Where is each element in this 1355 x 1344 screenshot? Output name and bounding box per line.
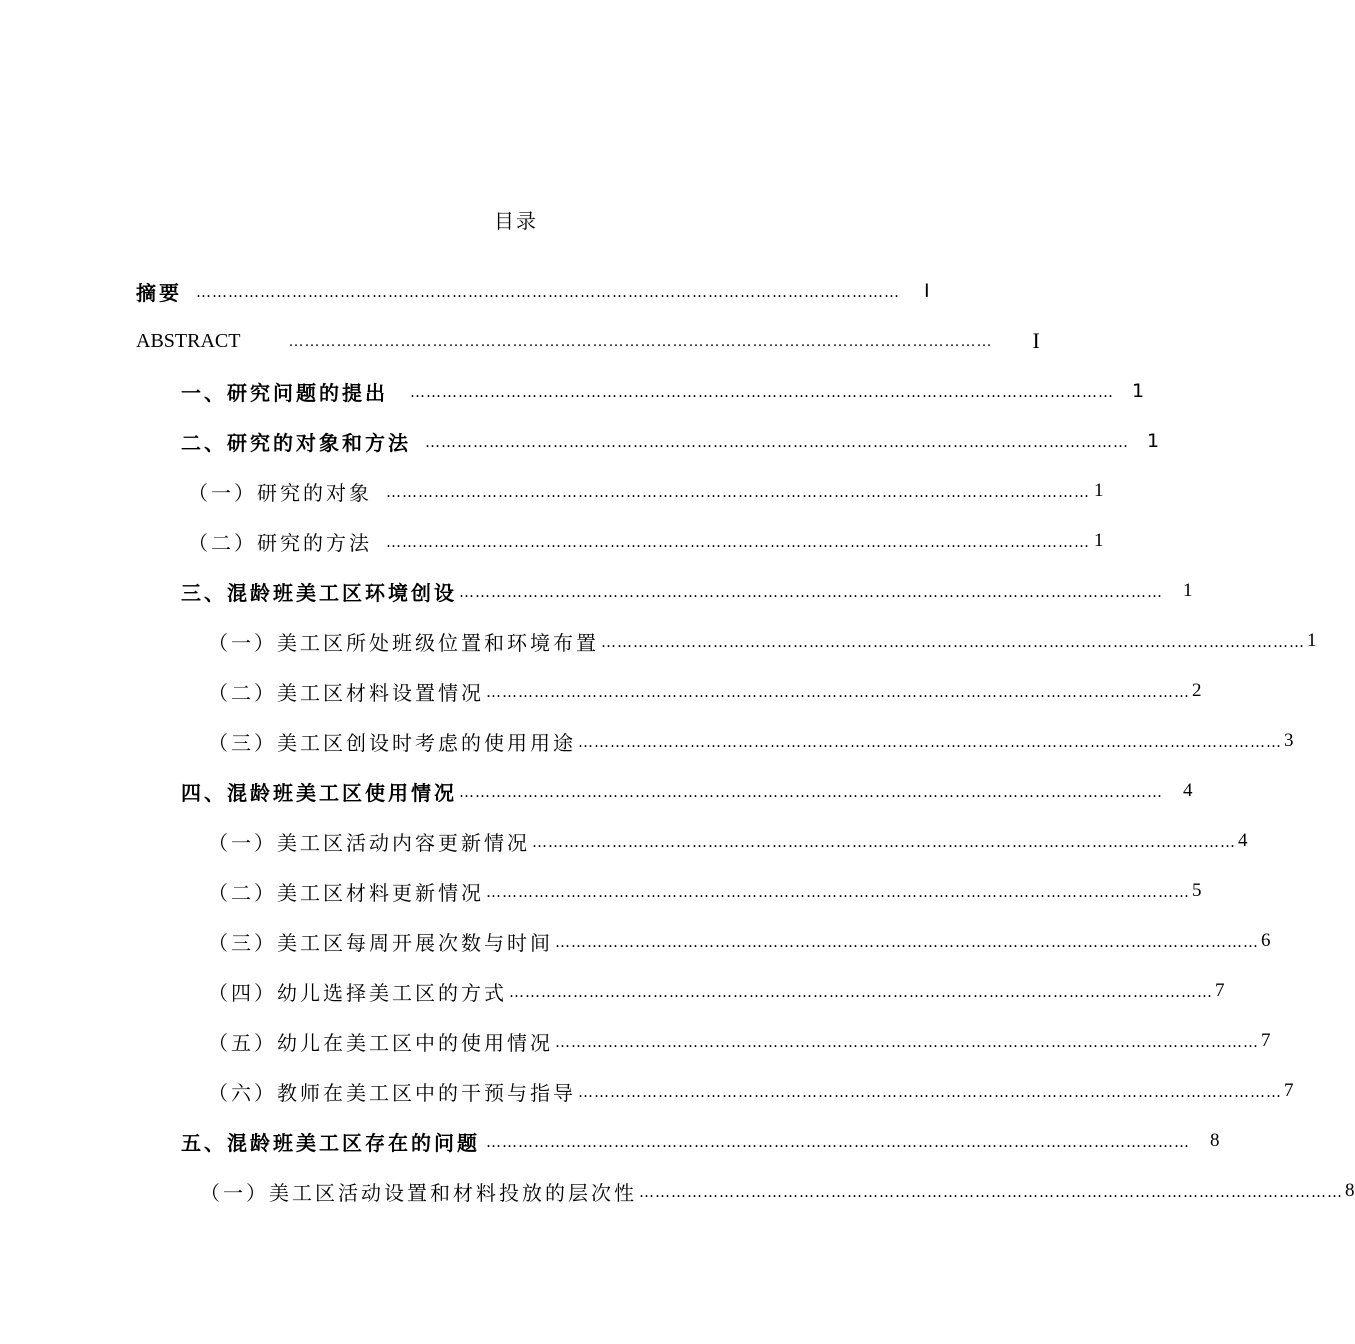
toc-entry-label: （三）美工区创设时考虑的使用用途: [208, 730, 576, 755]
toc-entry-section-2-2[interactable]: [188, 516, 1104, 566]
toc-entry-chapter-2[interactable]: [181, 416, 1160, 466]
toc-entry-section-2-1[interactable]: [188, 466, 1104, 516]
toc-entry-section-4-2[interactable]: [208, 866, 1202, 916]
toc-entry-page: 1: [1132, 380, 1145, 402]
toc-entry-page: 6: [1261, 930, 1271, 951]
dot-leader: ……………………………………………………………………………………………………………………: [578, 1082, 1282, 1101]
dot-leader: ……………………………………………………………………………………………………………………: [459, 782, 1163, 801]
toc-entry-label: 摘要: [136, 280, 182, 305]
dot-leader: ……………………………………………………………………………………………………………………: [486, 682, 1190, 701]
toc-entry-label: （二）美工区材料更新情况: [208, 880, 484, 905]
toc-entry-page: 5: [1192, 880, 1202, 901]
dot-leader: ……………………………………………………………………………………………………………………: [555, 932, 1259, 951]
toc-entry-page: 4: [1183, 780, 1193, 801]
toc-entry-page: 3: [1284, 730, 1294, 751]
toc-entry-page: 4: [1238, 830, 1248, 851]
toc-title: 目录: [494, 209, 538, 233]
toc-entry-section-5-1[interactable]: [200, 1166, 1355, 1216]
toc-entry-chapter-5[interactable]: [181, 1116, 1220, 1166]
toc-entry-chapter-3[interactable]: [181, 566, 1193, 616]
toc-entry-label: ABSTRACT: [136, 329, 241, 352]
toc-entry-label: （一）美工区活动设置和材料投放的层次性: [200, 1180, 637, 1205]
toc-entry-page: I: [1032, 328, 1040, 353]
toc-entry-section-4-6[interactable]: [208, 1066, 1294, 1116]
toc-entry-label: 五、混龄班美工区存在的问题: [181, 1130, 480, 1155]
toc-entry-page: 7: [1284, 1080, 1294, 1101]
toc-entry-label: （一）美工区所处班级位置和环境布置: [208, 630, 599, 655]
toc-entry-label: 二、研究的对象和方法: [181, 430, 411, 455]
dot-leader: ……………………………………………………………………………………………………………………: [410, 382, 1114, 401]
toc-entry-page: 8: [1210, 1130, 1220, 1151]
toc-entry-label: （五）幼儿在美工区中的使用情况: [208, 1030, 553, 1055]
dot-leader: ……………………………………………………………………………………………………………………: [386, 482, 1090, 501]
toc-entry-section-4-3[interactable]: [208, 916, 1271, 966]
toc-entry-label: （一）研究的对象: [188, 480, 372, 505]
dot-leader: ……………………………………………………………………………………………………………………: [196, 282, 900, 301]
toc-entry-page: 1: [1094, 530, 1104, 551]
toc-entry-label: （二）研究的方法: [188, 530, 372, 555]
toc-entry-abstract-cn[interactable]: [136, 266, 930, 316]
toc-entry-label: 三、混龄班美工区环境创设: [181, 580, 457, 605]
dot-leader: ……………………………………………………………………………………………………………………: [425, 432, 1129, 451]
toc-entry-section-3-2[interactable]: [208, 666, 1202, 716]
dot-leader: ……………………………………………………………………………………………………………………: [386, 532, 1090, 551]
dot-leader: ……………………………………………………………………………………………………………………: [459, 582, 1163, 601]
toc-entry-label: （四）幼儿选择美工区的方式: [208, 980, 507, 1005]
toc-entry-page: 1: [1183, 580, 1193, 601]
toc-entry-abstract-en[interactable]: [136, 316, 1040, 366]
toc-entry-label: （六）教师在美工区中的干预与指导: [208, 1080, 576, 1105]
toc-entry-label: （一）美工区活动内容更新情况: [208, 830, 530, 855]
toc-entry-section-4-4[interactable]: [208, 966, 1225, 1016]
toc-entry-page: 1: [1307, 630, 1317, 651]
toc-entry-page: 7: [1215, 980, 1225, 1001]
toc-entry-label: （二）美工区材料设置情况: [208, 680, 484, 705]
dot-leader: ……………………………………………………………………………………………………………………: [601, 632, 1305, 651]
toc-entry-label: （三）美工区每周开展次数与时间: [208, 930, 553, 955]
toc-entry-chapter-1[interactable]: [181, 366, 1145, 416]
toc-entry-page: I: [924, 280, 930, 302]
toc-entry-label: 四、混龄班美工区使用情况: [181, 780, 457, 805]
dot-leader: ……………………………………………………………………………………………………………………: [555, 1032, 1259, 1051]
toc-entry-page: 2: [1192, 680, 1202, 701]
toc-entry-section-4-1[interactable]: [208, 816, 1248, 866]
toc-entry-page: 8: [1345, 1180, 1355, 1201]
toc-entry-section-4-5[interactable]: [208, 1016, 1271, 1066]
dot-leader: ……………………………………………………………………………………………………………………: [288, 333, 993, 350]
dot-leader: ……………………………………………………………………………………………………………………: [532, 832, 1236, 851]
toc-entry-page: 1: [1147, 430, 1160, 452]
toc-entry-page: 7: [1261, 1030, 1271, 1051]
dot-leader: ……………………………………………………………………………………………………………………: [486, 1132, 1190, 1151]
toc-entry-label: 一、研究问题的提出: [181, 380, 388, 405]
dot-leader: ……………………………………………………………………………………………………………………: [509, 982, 1213, 1001]
dot-leader: ……………………………………………………………………………………………………………………: [578, 732, 1282, 751]
toc-entry-page: 1: [1094, 480, 1104, 501]
toc-entry-section-3-1[interactable]: [208, 616, 1317, 666]
dot-leader: ……………………………………………………………………………………………………………………: [486, 882, 1190, 901]
toc-entry-section-3-3[interactable]: [208, 716, 1294, 766]
dot-leader: ……………………………………………………………………………………………………………………: [639, 1182, 1343, 1201]
toc-entry-chapter-4[interactable]: [181, 766, 1193, 816]
